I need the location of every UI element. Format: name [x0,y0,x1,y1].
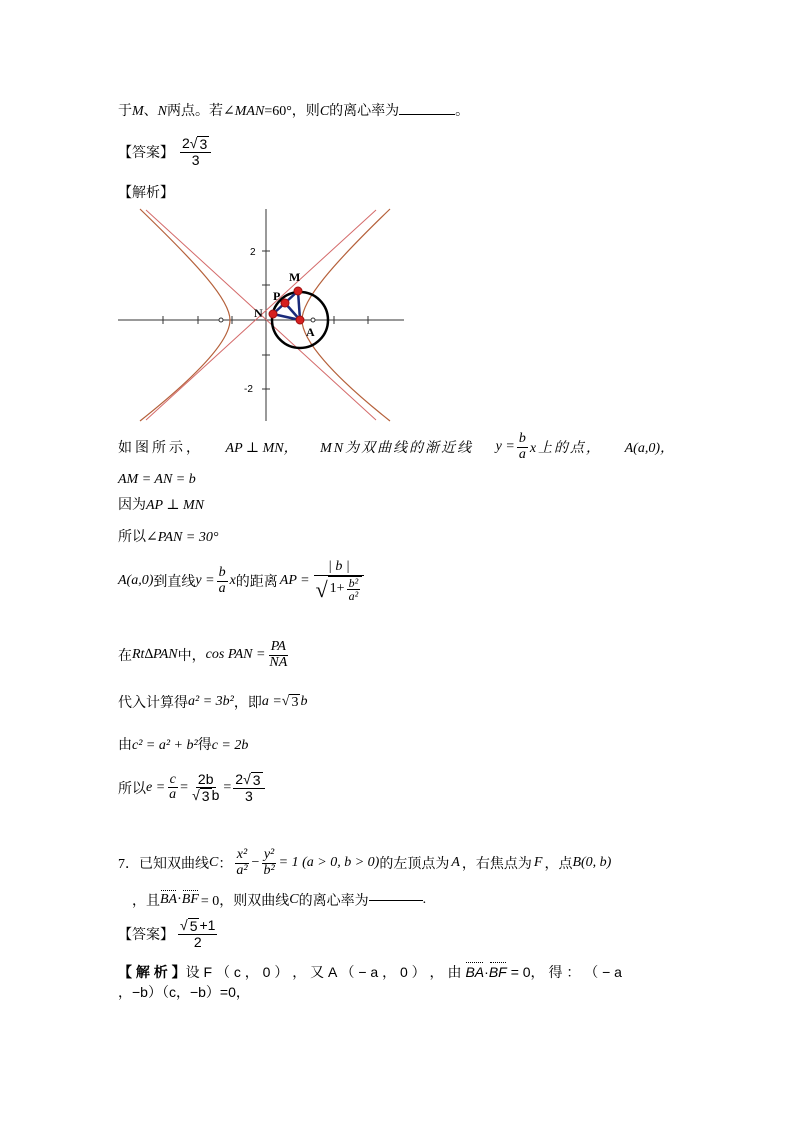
var-C: C [319,104,330,119]
hyperbola-right-branch [302,209,390,421]
analysis7-line1: 【 解 析 】 设 F （ c ， 0 ） ， 又 A （ − a ， 0 ） ， 由 BA · BF = 0， 得 ： （ − a [118,964,622,980]
distance-fraction: | b | √ 1+ $\frac{\text{b²}}{\text{a²}}$ [314,560,365,603]
question7-line2: ，且 BA · BF = 0，则双曲线 C 的离心率为 . [132,892,427,909]
text: =60°，则 [264,104,320,119]
step9: 所以 e = $\frac{c}{a}$ = 2b √ 3 b = 2√ 3 3 [118,772,267,803]
label-M: M [289,270,301,284]
var-MAN: MAN [234,104,265,119]
step5: A(a,0) 到直线 y = $\frac{b}{a}$ x 的距离 AP = | b | √ 1+ $\frac{\text{b²}}{\text{a²}}$ [118,560,366,603]
label-P: P [273,289,281,303]
step4: 所以∠PAN = 30° [118,530,219,545]
text: 。 [455,104,470,119]
label-N: N [254,306,263,320]
answer6 [118,136,213,167]
var-M: M [132,104,144,119]
point-A [296,316,304,324]
text: 两点。若∠ [167,104,235,119]
step2: AM = AN = b [118,472,196,487]
step1: 如图所示， AP ⊥ MN， MN为双曲线的渐近线 y = $\frac{b}{a}$ x上的点， A(a,0)， [118,431,674,462]
step7: 代入计算得 a² = 3b² ，即 a = √ 3 b [118,693,308,711]
answer-fraction: 2√ 3 3 [180,136,211,167]
answer-label: 【答案】 [118,143,174,160]
step6: 在 Rt∆PAN 中， cos PAN = $\frac{PA}{NA}$ [118,639,288,670]
point-M [294,287,302,295]
hyperbola-figure [118,205,410,423]
text: 、 [143,104,158,119]
focus-left [219,318,223,322]
focus-right [311,318,315,322]
tick-label-neg2: -2 [244,384,253,395]
step3: 因为AP ⊥ MN [118,498,205,513]
answer-blank [369,900,423,901]
question6-tail [118,100,469,120]
answer7: 【答案】 √ 5 +1 2 [118,917,216,950]
step8: 由c² = a² + b²得c = 2b [118,738,249,753]
sqrt: √ 3 [189,135,208,152]
answer-blank [399,114,455,115]
text: 的离心率为 [329,104,400,119]
tick-label-2: 2 [250,247,256,258]
var-N: N [157,104,168,119]
analysis-label: 【解析】 [118,184,174,200]
label-A: A [306,325,315,339]
question7-line1: 7．已知双曲线 C ： $\frac{\text{x²}}{\text{a²}}$ − $\frac{\text{y²}}{\text{b²}}$ = 1 (a > 0, b > 0) 的左顶点为 A ，右焦点为 F ，点 B(0, b) [118,847,612,878]
hyperbola-left-branch [140,209,230,421]
point-P [281,299,289,307]
analysis7-line2: ，−b）（c，−b）=0， [118,984,250,1000]
point-N [269,310,277,318]
text: 于 [118,104,132,119]
